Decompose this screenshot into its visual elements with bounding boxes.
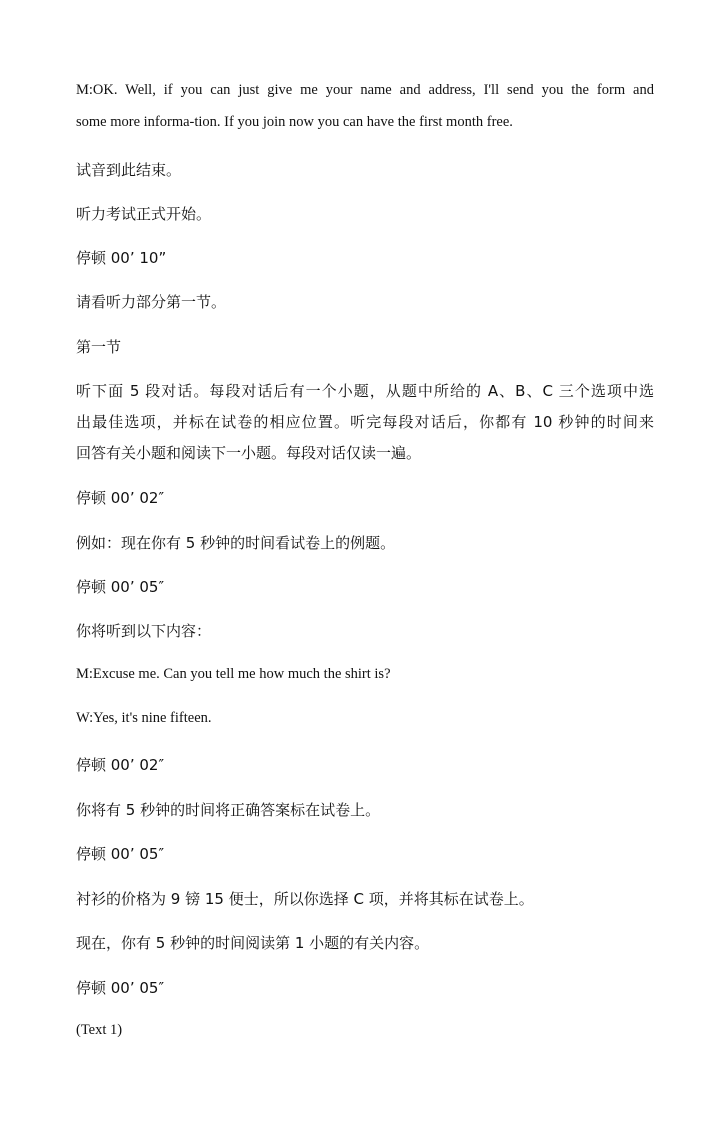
paragraph-read-question	[76, 932, 654, 953]
text-line: 衬衫的价格为 9 镑 15 便士，所以你选择 C 项，并将其标在试卷上。	[76, 890, 534, 908]
text-line: 停顿 00’ 05″	[76, 845, 165, 863]
text-line: 停顿 00’ 10”	[76, 249, 167, 267]
paragraph-mark-answer	[76, 799, 654, 820]
text-line: 现在，你有 5 秒钟的时间阅读第 1 小题的有关内容。	[76, 934, 430, 952]
text-line: 请看听力部分第一节。	[76, 293, 227, 311]
paragraph-dialogue-woman	[76, 710, 654, 727]
text-line: (Text 1)	[76, 1022, 123, 1038]
paragraph-pause	[76, 843, 654, 864]
text-line: 停顿 00’ 05″	[76, 578, 165, 596]
text-line: 你将有 5 秒钟的时间将正确答案标在试卷上。	[76, 801, 381, 819]
text-line: 出最佳选项，并标在试卷的相应位置。听完每段对话后，你都有 10 秒钟的时间来	[76, 413, 654, 431]
text-line: 试音到此结束。	[76, 161, 182, 179]
paragraph-dialogue-man-ok	[76, 82, 654, 99]
paragraph-directions	[76, 380, 654, 401]
paragraph-test-end	[76, 159, 654, 180]
text-line: 例如：现在你有 5 秒钟的时间看试卷上的例题。	[76, 534, 396, 552]
text-line: 你将听到以下内容：	[76, 622, 212, 640]
paragraph-pause	[76, 576, 654, 597]
text-line: some more informa-tion. If you join now you can have the first month free.	[76, 114, 513, 130]
paragraph-you-will-hear	[76, 620, 654, 641]
paragraph-directions-cont	[76, 411, 654, 432]
paragraph-example	[76, 532, 654, 553]
text-line: 听下面 5 段对话。每段对话后有一个小题，从题中所给的 A、B、C 三个选项中选	[76, 382, 654, 400]
paragraph-dialogue-man-ok-cont	[76, 114, 654, 131]
text-line: 第一节	[76, 338, 122, 356]
paragraph-section-instruction	[76, 291, 654, 312]
paragraph-pause	[76, 977, 654, 998]
text-line: M:Excuse me. Can you tell me how much the shirt is?	[76, 666, 391, 682]
paragraph-dialogue-man	[76, 666, 654, 683]
text-line: 听力考试正式开始。	[76, 205, 212, 223]
text-line: 停顿 00’ 02″	[76, 756, 165, 774]
text-line: W:Yes, it's nine fifteen.	[76, 710, 212, 726]
paragraph-text-label	[76, 1022, 654, 1039]
paragraph-pause	[76, 247, 654, 268]
paragraph-pause	[76, 487, 654, 508]
paragraph-answer-explanation	[76, 888, 654, 909]
text-line: 停顿 00’ 02″	[76, 489, 165, 507]
paragraph-directions-cont2	[76, 442, 654, 463]
paragraph-pause	[76, 754, 654, 775]
text-line: M:OK. Well, if you can just give me your name and address, I'll send you the form and	[76, 82, 654, 98]
paragraph-exam-start	[76, 203, 654, 224]
section-heading	[76, 336, 654, 357]
text-line: 回答有关小题和阅读下一小题。每段对话仅读一遍。	[76, 444, 422, 462]
text-line: 停顿 00’ 05″	[76, 979, 165, 997]
